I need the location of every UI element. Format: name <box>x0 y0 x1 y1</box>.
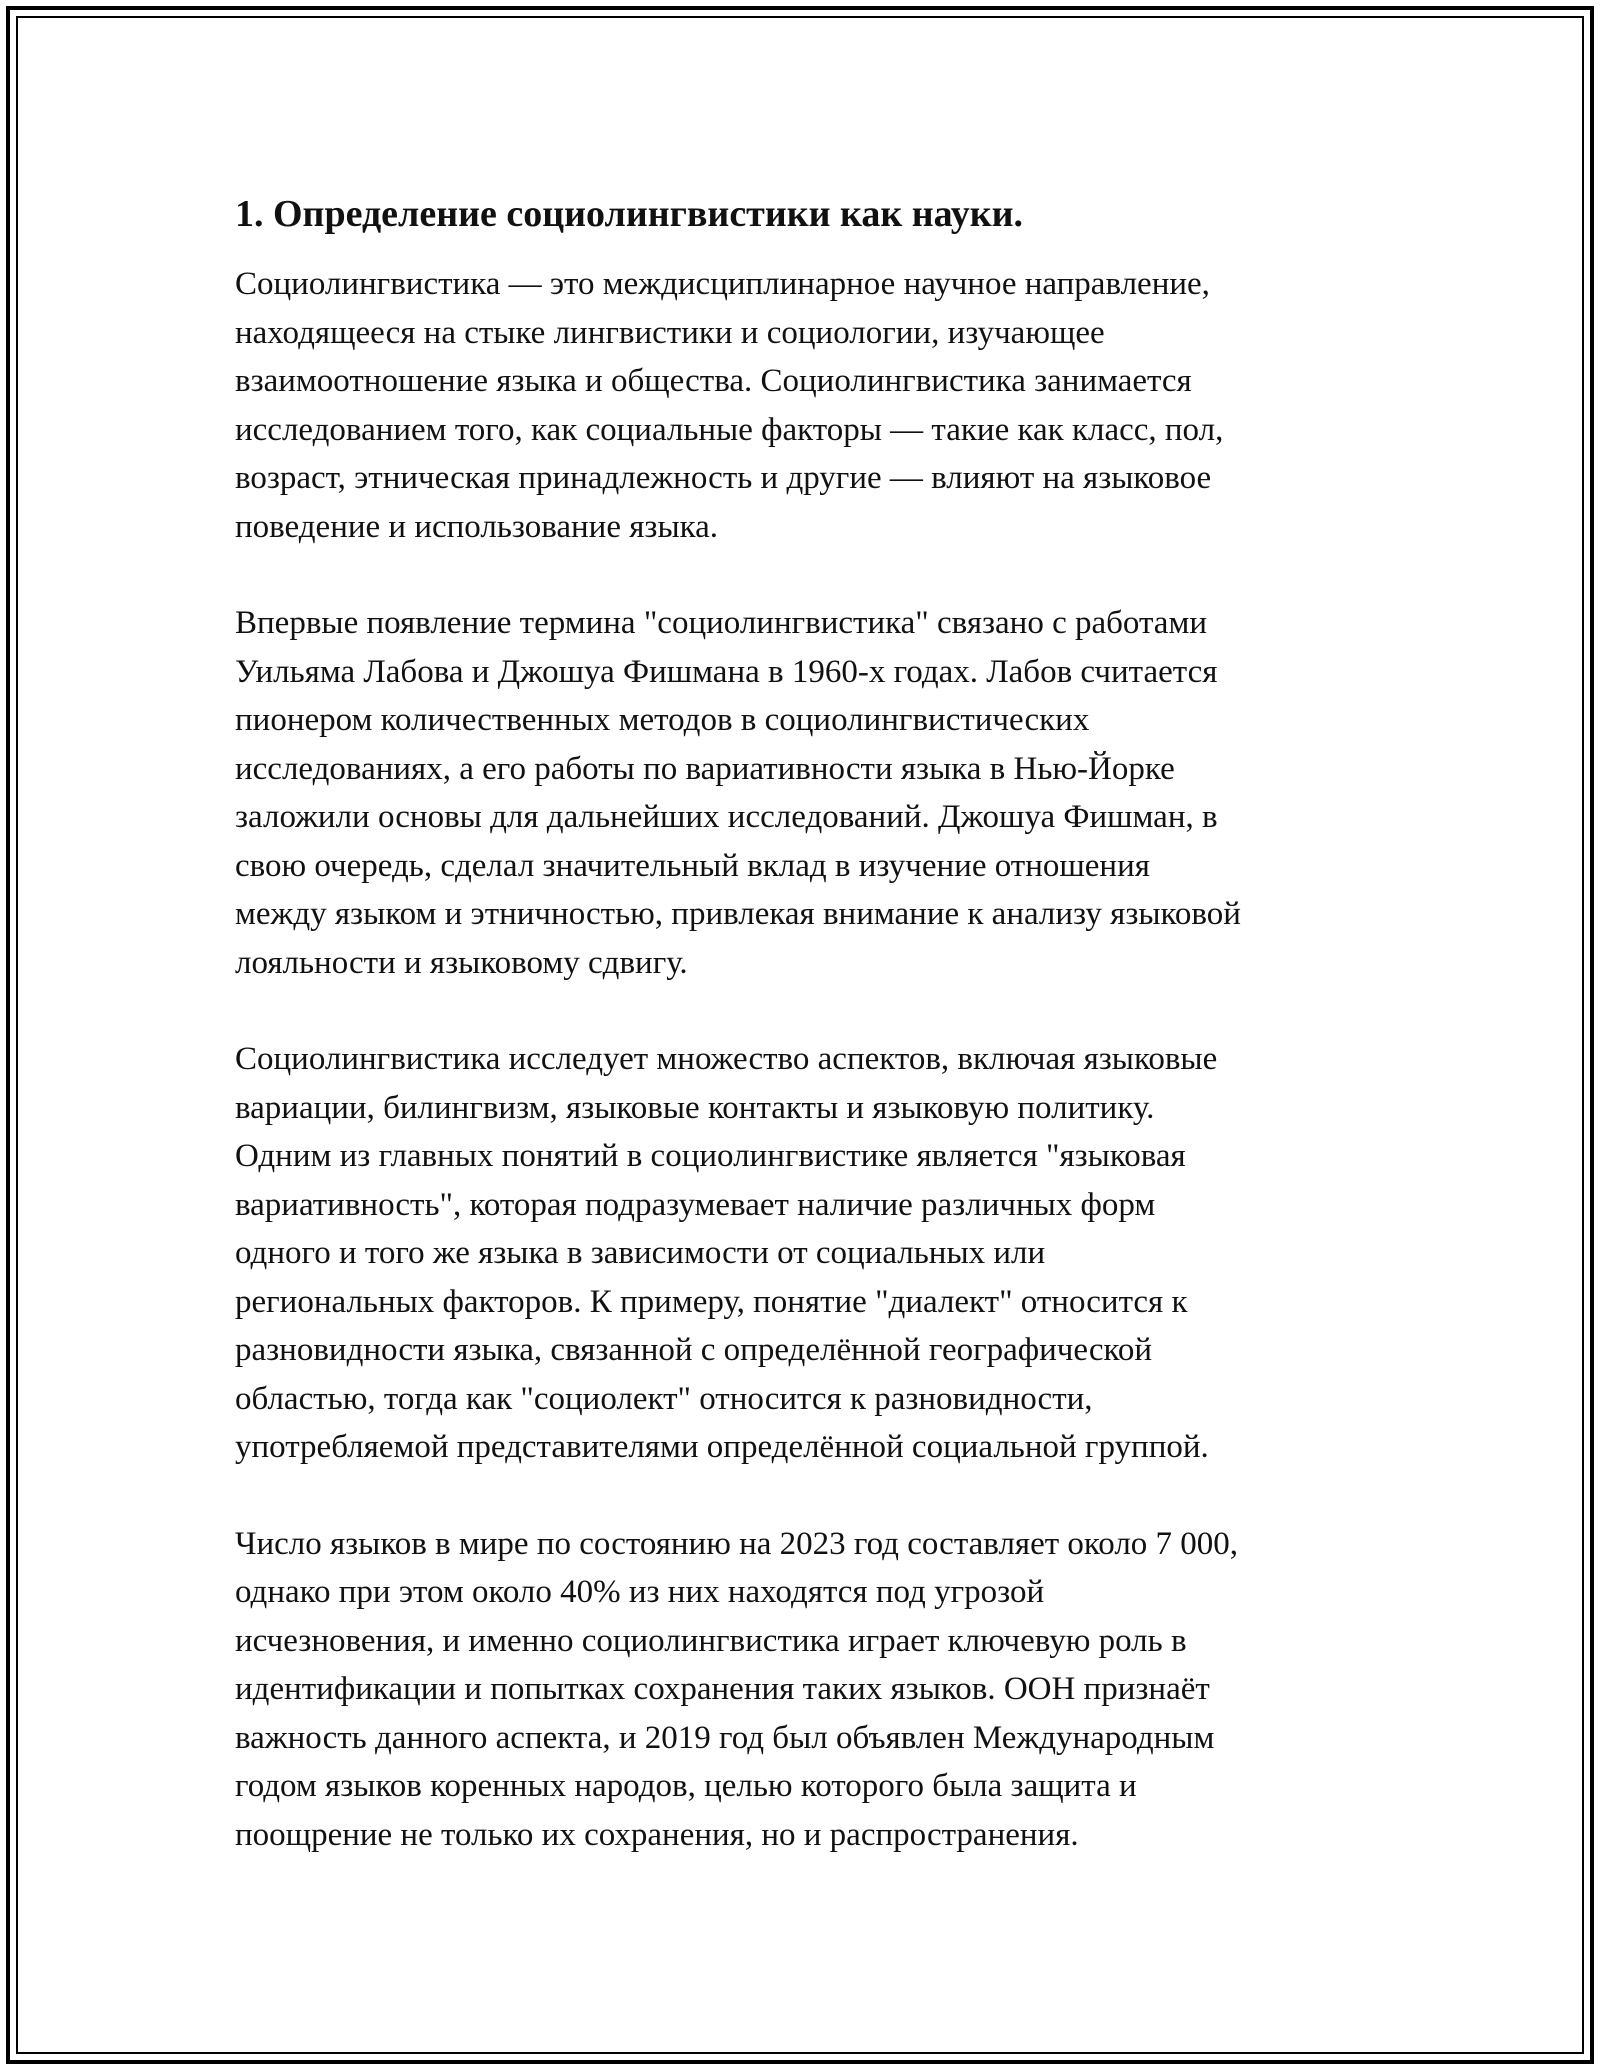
text-line: свою очередь, сделал значительный вклад в изучение отношения <box>235 847 1150 884</box>
text-line: употребляемой представителями определённой социальной группой. <box>235 1429 1209 1465</box>
text-line: Уильяма Лабова и Джошуа Фишмана в 1960-х годах. Лабов считается <box>235 653 1218 690</box>
text-line: лояльности и языковому сдвигу. <box>235 944 688 981</box>
paragraph-history <box>235 599 1375 987</box>
text-line: поощрение не только их сохранения, но и распространения. <box>235 1816 1079 1853</box>
text-line: между языком и этничностью, привлекая внимание к анализу языковой <box>235 896 1241 932</box>
text-line: Социолингвистика — это междисциплинарное научное направление, <box>235 266 1210 302</box>
text-line: взаимоотношение языка и общества. Социолингвистика занимается <box>235 363 1192 399</box>
text-line: региональных факторов. К примеру, понятие "диалект" относится к <box>235 1283 1188 1320</box>
text-line: Социолингвистика исследует множество аспектов, включая языковые <box>235 1041 1218 1077</box>
text-line: годом языков коренных народов, целью которого была защита и <box>235 1768 1137 1804</box>
text-line: пионером количественных методов в социолингвистических <box>235 702 1090 738</box>
text-line: Число языков в мире по состоянию на 2023 год составляет около 7 000, <box>235 1525 1239 1562</box>
text-line: Одним из главных понятий в социолингвистике является "языковая <box>235 1138 1186 1174</box>
text-line: вариативность", которая подразумевает наличие различных форм <box>235 1186 1156 1223</box>
text-line: исследованиях, а его работы по вариативности языка в Нью-Йорке <box>235 750 1175 787</box>
text-line: возраст, этническая принадлежность и другие — влияют на языковое <box>235 460 1212 496</box>
text-line: областью, тогда как "социолект" относится к разновидности, <box>235 1380 1093 1417</box>
text-line: одного и того же языка в зависимости от социальных или <box>235 1235 1046 1271</box>
text-line: находящееся на стыке лингвистики и социологии, изучающее <box>235 314 1105 351</box>
document-content <box>235 188 1375 1907</box>
paragraph-definition <box>235 260 1375 551</box>
text-line: однако при этом около 40% из них находятся под угрозой <box>235 1574 1045 1610</box>
text-line: исчезновения, и именно социолингвистика играет ключевую роль в <box>235 1622 1187 1659</box>
paragraph-languages-count <box>235 1520 1375 1860</box>
text-line: идентификации и попытках сохранения таких языков. ООН признаёт <box>235 1671 1210 1707</box>
paragraph-aspects <box>235 1035 1375 1472</box>
text-line: важность данного аспекта, и 2019 год был объявлен Международным <box>235 1719 1215 1756</box>
text-line: вариации, билингвизм, языковые контакты и языковую политику. <box>235 1089 1155 1126</box>
text-line: Впервые появление термина "социолингвистика" связано с работами <box>235 605 1208 641</box>
text-line: исследованием того, как социальные факторы — такие как класс, пол, <box>235 411 1224 448</box>
text-line: разновидности языка, связанной с определённой географической <box>235 1332 1153 1368</box>
text-line: поведение и использование языка. <box>235 508 719 545</box>
text-line: заложили основы для дальнейших исследований. Джошуа Фишман, в <box>235 799 1218 835</box>
section-heading: 1. Определение социолингвистики как науки. <box>235 193 1023 235</box>
